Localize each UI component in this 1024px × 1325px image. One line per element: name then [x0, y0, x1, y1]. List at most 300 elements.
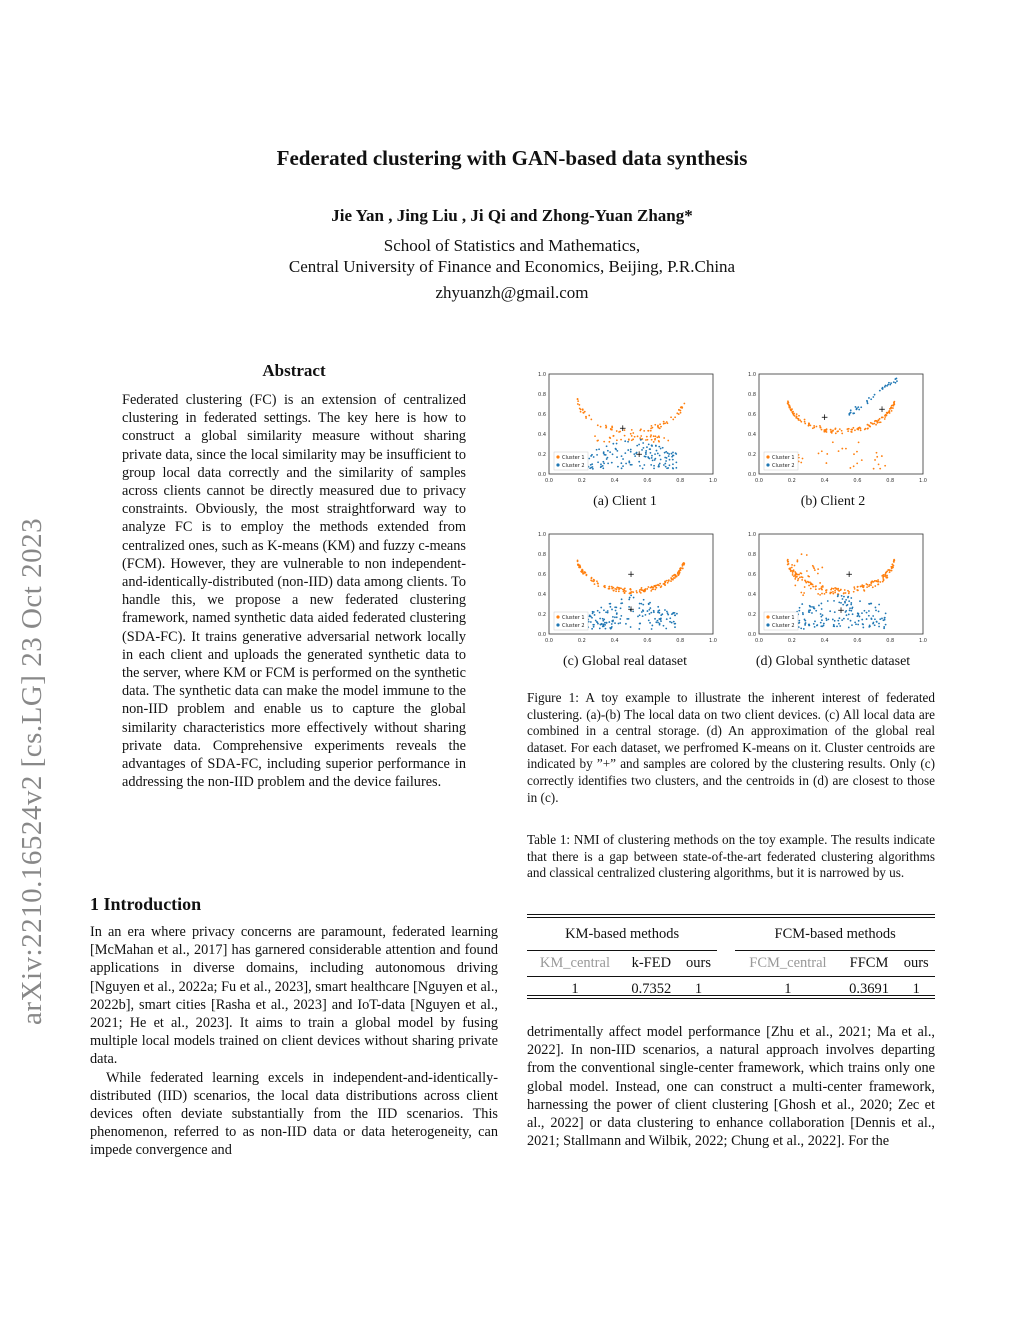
- data-point: [838, 590, 840, 592]
- data-point: [628, 438, 630, 440]
- data-point: [847, 618, 849, 620]
- data-point: [636, 592, 638, 594]
- data-point: [830, 430, 832, 432]
- data-point: [643, 430, 645, 432]
- data-point: [858, 427, 860, 429]
- data-point: [820, 616, 822, 618]
- data-point: [672, 579, 674, 581]
- data-point: [638, 461, 640, 463]
- data-point: [866, 618, 868, 620]
- data-point: [614, 606, 616, 608]
- data-point: [889, 571, 891, 573]
- y-tick-label: 0.6: [748, 572, 756, 578]
- x-tick-label: 0.0: [755, 638, 763, 644]
- data-point: [630, 594, 632, 596]
- x-tick-label: 0.0: [545, 638, 553, 644]
- data-point: [854, 588, 856, 590]
- scatter-plot-global-synthetic: [737, 528, 927, 653]
- data-point: [881, 388, 883, 390]
- data-point: [847, 604, 849, 606]
- data-point: [866, 586, 868, 588]
- data-point: [850, 610, 852, 612]
- data-point: [675, 467, 677, 469]
- data-point: [643, 599, 645, 601]
- data-point: [641, 438, 643, 440]
- data-point: [857, 624, 859, 626]
- y-tick-label: 0.0: [748, 632, 756, 638]
- data-point: [808, 609, 810, 611]
- data-point: [641, 611, 643, 613]
- y-tick-label: 0.2: [748, 452, 756, 458]
- data-point: [654, 589, 656, 591]
- data-point: [876, 621, 878, 623]
- centroid-marker: +: [627, 570, 635, 580]
- data-point: [875, 609, 877, 611]
- data-point: [849, 609, 851, 611]
- data-point: [665, 460, 667, 462]
- data-point: [652, 586, 654, 588]
- data-point: [639, 603, 641, 605]
- data-point: [834, 620, 836, 622]
- data-point: [808, 611, 810, 613]
- data-point: [634, 436, 636, 438]
- data-point: [804, 623, 806, 625]
- data-point: [625, 623, 627, 625]
- data-point: [658, 609, 660, 611]
- data-point: [811, 583, 813, 585]
- legend-marker: [766, 615, 769, 618]
- data-point: [581, 569, 583, 571]
- data-point: [579, 566, 581, 568]
- data-point: [847, 428, 849, 430]
- data-point: [823, 623, 825, 625]
- data-point: [827, 618, 829, 620]
- data-point: [659, 455, 661, 457]
- x-tick-label: 0.8: [676, 478, 685, 484]
- data-point: [876, 452, 878, 454]
- data-point: [888, 411, 890, 413]
- data-point: [860, 429, 862, 431]
- data-point: [581, 571, 583, 573]
- data-point: [826, 619, 828, 621]
- data-point: [851, 608, 853, 610]
- data-point: [874, 618, 876, 620]
- data-point: [840, 602, 842, 604]
- data-point: [650, 452, 652, 454]
- data-point: [597, 585, 599, 587]
- data-point: [838, 601, 840, 603]
- data-point: [607, 450, 609, 452]
- data-point: [592, 611, 594, 613]
- data-point: [645, 614, 647, 616]
- data-point: [577, 403, 579, 405]
- data-point: [593, 579, 595, 581]
- data-point: [655, 621, 657, 623]
- data-point: [884, 465, 886, 467]
- arxiv-identifier: arXiv:2210.16524v2 [cs.LG] 23 Oct 2023: [16, 517, 48, 1025]
- data-point: [607, 612, 609, 614]
- data-point: [651, 588, 653, 590]
- abstract-heading: Abstract: [262, 361, 326, 380]
- data-point: [860, 406, 862, 408]
- data-point: [669, 464, 671, 466]
- cell-km-central: 1: [571, 980, 579, 997]
- data-point: [649, 622, 651, 624]
- data-point: [658, 440, 660, 442]
- data-point: [660, 620, 662, 622]
- data-point: [877, 579, 879, 581]
- x-tick-label: 0.6: [853, 638, 862, 644]
- data-point: [877, 581, 879, 583]
- data-point: [639, 437, 641, 439]
- data-point: [614, 616, 616, 618]
- data-point: [682, 567, 684, 569]
- data-point: [800, 572, 802, 574]
- data-point: [588, 458, 590, 460]
- col-kfed: k-FED: [631, 954, 672, 971]
- legend-label: Cluster 2: [562, 463, 585, 469]
- data-point: [858, 620, 860, 622]
- data-point: [646, 446, 648, 448]
- data-point: [787, 403, 789, 405]
- data-point: [850, 409, 852, 411]
- data-point: [637, 435, 639, 437]
- data-point: [796, 573, 798, 575]
- data-point: [853, 586, 855, 588]
- data-point: [593, 626, 595, 628]
- data-point: [838, 617, 840, 619]
- data-point: [670, 416, 672, 418]
- data-point: [787, 400, 789, 402]
- data-point: [668, 453, 670, 455]
- data-point: [857, 429, 859, 431]
- data-point: [577, 400, 579, 402]
- data-point: [679, 568, 681, 570]
- data-point: [674, 416, 676, 418]
- data-point: [656, 436, 658, 438]
- col-ffcm: FFCM: [849, 954, 889, 971]
- data-point: [870, 582, 872, 584]
- x-tick-label: 0.6: [853, 478, 862, 484]
- data-point: [838, 450, 840, 452]
- data-point: [613, 590, 615, 592]
- data-point: [611, 609, 613, 611]
- data-point: [850, 602, 852, 604]
- introduction-heading: 1 Introduction: [90, 894, 202, 914]
- data-point: [631, 435, 633, 437]
- data-point: [848, 413, 850, 415]
- data-point: [650, 436, 652, 438]
- data-point: [590, 577, 592, 579]
- data-point: [886, 577, 888, 579]
- data-point: [825, 462, 827, 464]
- data-point: [620, 615, 622, 617]
- data-point: [605, 628, 607, 630]
- data-point: [815, 610, 817, 612]
- data-point: [672, 467, 674, 469]
- data-point: [650, 612, 652, 614]
- data-point: [820, 613, 822, 615]
- data-point: [825, 618, 827, 620]
- centroid-marker: +: [820, 413, 829, 423]
- data-point: [660, 459, 662, 461]
- data-point: [870, 398, 872, 400]
- data-point: [640, 603, 642, 605]
- data-point: [848, 614, 850, 616]
- data-point: [667, 440, 669, 442]
- legend-marker: [556, 455, 559, 458]
- data-point: [845, 592, 847, 594]
- data-point: [667, 467, 669, 469]
- y-tick-label: 0.2: [538, 612, 546, 618]
- data-point: [614, 622, 616, 624]
- data-point: [621, 602, 623, 604]
- data-point: [658, 435, 660, 437]
- y-tick-label: 0.4: [538, 592, 546, 598]
- data-point: [787, 561, 789, 563]
- data-point: [837, 588, 839, 590]
- data-point: [664, 422, 666, 424]
- data-point: [825, 591, 827, 593]
- y-tick-label: 0.0: [538, 472, 546, 478]
- figure-caption: Figure 1: A toy example to illustrate the inherent interest of federated clustering. (a)-(b) The local data on two client devices. (c) All local data are combined in a central storage. (d) An approximation of the global real dataset. For each dataset, we perfromed K-means on it. Cluster centroids are indicated by ”+” and samples are colored by the clustering results. Only (c) correctly identifies two clusters, and the centroids in (d) are closest to those in (c).: [527, 690, 935, 805]
- data-point: [654, 438, 656, 440]
- data-point: [663, 625, 665, 627]
- data-point: [647, 610, 649, 612]
- x-tick-label: 0.8: [886, 638, 895, 644]
- data-point: [676, 576, 678, 578]
- data-point: [868, 397, 870, 399]
- data-point: [616, 430, 618, 432]
- data-point: [878, 419, 880, 421]
- data-point: [654, 618, 656, 620]
- legend-marker: [556, 623, 559, 626]
- data-point: [815, 586, 817, 588]
- cell-ours-km: 1: [694, 980, 703, 997]
- data-point: [628, 599, 630, 601]
- data-point: [817, 573, 819, 575]
- data-point: [791, 567, 793, 569]
- data-point: [833, 625, 835, 627]
- data-point: [800, 592, 802, 594]
- data-point: [824, 593, 826, 595]
- y-tick-label: 0.0: [538, 632, 546, 638]
- data-point: [832, 429, 834, 431]
- data-point: [655, 435, 657, 437]
- x-tick-label: 0.4: [820, 478, 829, 484]
- data-point: [616, 456, 618, 458]
- data-point: [669, 459, 671, 461]
- data-point: [671, 453, 673, 455]
- data-point: [640, 435, 642, 437]
- y-tick-label: 0.4: [748, 432, 756, 438]
- data-point: [848, 593, 850, 595]
- data-point: [602, 465, 604, 467]
- data-point: [881, 618, 883, 620]
- data-point: [672, 613, 674, 615]
- data-point: [869, 426, 871, 428]
- data-point: [616, 612, 618, 614]
- data-point: [804, 423, 806, 425]
- data-point: [820, 603, 822, 605]
- data-point: [842, 598, 844, 600]
- data-point: [624, 452, 626, 454]
- data-point: [878, 623, 880, 625]
- x-tick-label: 1.0: [919, 638, 927, 644]
- data-point: [893, 381, 895, 383]
- data-point: [861, 619, 863, 621]
- data-point: [862, 623, 864, 625]
- data-point: [680, 569, 682, 571]
- data-point: [671, 622, 673, 624]
- x-tick-label: 0.4: [610, 478, 619, 484]
- data-point: [667, 612, 669, 614]
- data-point: [804, 579, 806, 581]
- data-point: [645, 452, 647, 454]
- data-point: [644, 590, 646, 592]
- data-point: [604, 586, 606, 588]
- x-tick-label: 1.0: [919, 478, 927, 484]
- data-point: [672, 459, 674, 461]
- y-tick-label: 0.6: [748, 412, 756, 418]
- data-point: [893, 560, 895, 562]
- data-point: [658, 466, 660, 468]
- data-point: [893, 559, 895, 561]
- data-point: [659, 583, 661, 585]
- data-point: [641, 589, 643, 591]
- data-point: [630, 433, 632, 435]
- data-point: [658, 618, 660, 620]
- data-point: [840, 589, 842, 591]
- data-point: [791, 564, 793, 566]
- data-point: [679, 571, 681, 573]
- data-point: [669, 621, 671, 623]
- data-point: [845, 448, 847, 450]
- scatter-plot-client-1: [527, 368, 717, 493]
- data-point: [639, 465, 641, 467]
- data-point: [875, 424, 877, 426]
- data-point: [802, 458, 804, 460]
- x-tick-label: 0.8: [676, 638, 685, 644]
- data-point: [650, 464, 652, 466]
- data-point: [878, 611, 880, 613]
- data-point: [798, 622, 800, 624]
- data-point: [869, 584, 871, 586]
- data-point: [596, 580, 598, 582]
- data-point: [836, 625, 838, 627]
- subcaption-d: (d) Global synthetic dataset: [755, 654, 911, 669]
- data-point: [821, 429, 823, 431]
- data-point: [811, 606, 813, 608]
- nmi-table: [527, 914, 935, 1002]
- data-point: [632, 432, 634, 434]
- data-point: [651, 455, 653, 457]
- data-point: [860, 586, 862, 588]
- author-email: zhyuanzh@gmail.com: [435, 283, 589, 302]
- data-point: [792, 572, 794, 574]
- data-point: [642, 442, 644, 444]
- data-point: [868, 603, 870, 605]
- data-point: [619, 618, 621, 620]
- data-point: [810, 424, 812, 426]
- data-point: [794, 565, 796, 567]
- data-point: [895, 382, 897, 384]
- x-tick-label: 1.0: [709, 478, 717, 484]
- affiliation-line-2: Central University of Finance and Economics, Beijing, P.R.China: [288, 257, 736, 276]
- data-point: [871, 423, 873, 425]
- data-point: [672, 463, 674, 465]
- data-point: [639, 589, 641, 591]
- data-point: [605, 427, 607, 429]
- data-point: [642, 468, 644, 470]
- data-point: [610, 627, 612, 629]
- data-point: [650, 590, 652, 592]
- data-point: [837, 620, 839, 622]
- data-point: [852, 413, 854, 415]
- data-point: [814, 608, 816, 610]
- data-point: [633, 597, 635, 599]
- introduction-continued-text: detrimentally affect model performance [Zhu et al., 2021; Ma et al., 2022]. In non-IID scenarios, a natural approach involves departing from the conventional single-center framework, which trains only one global model. Instead, one can construct a multi-center framework, harnessing the power of client clustering [Ghosh et al., 2020; Zec et al., 2022] or data clustering to enhance collaboration [Dennis et al., 2021; Stallmann and Wilbik, 2022; Chung et al., 2022]. For the: [527, 1024, 935, 1150]
- data-point: [891, 563, 893, 565]
- data-point: [801, 579, 803, 581]
- data-point: [599, 628, 601, 630]
- data-point: [602, 618, 604, 620]
- data-point: [896, 380, 898, 382]
- data-point: [849, 607, 851, 609]
- data-point: [889, 570, 891, 572]
- data-point: [658, 612, 660, 614]
- data-point: [823, 625, 825, 627]
- data-point: [669, 617, 671, 619]
- data-point: [818, 588, 820, 590]
- data-point: [883, 626, 885, 628]
- data-point: [663, 437, 665, 439]
- data-point: [600, 607, 602, 609]
- data-point: [827, 600, 829, 602]
- data-point: [797, 578, 799, 580]
- data-point: [622, 458, 624, 460]
- data-point: [821, 450, 823, 452]
- data-point: [640, 428, 642, 430]
- y-tick-label: 0.2: [748, 612, 756, 618]
- data-point: [853, 465, 855, 467]
- y-tick-label: 0.8: [748, 392, 756, 398]
- data-point: [841, 430, 843, 432]
- data-point: [821, 619, 823, 621]
- data-point: [846, 614, 848, 616]
- data-point: [850, 412, 852, 414]
- data-point: [808, 425, 810, 427]
- data-point: [663, 464, 665, 466]
- data-point: [649, 458, 651, 460]
- data-point: [629, 588, 631, 590]
- data-point: [859, 600, 861, 602]
- data-point: [602, 461, 604, 463]
- data-point: [834, 590, 836, 592]
- data-point: [664, 463, 666, 465]
- data-point: [837, 430, 839, 432]
- data-point: [611, 462, 613, 464]
- data-point: [818, 453, 820, 455]
- data-point: [680, 412, 682, 414]
- data-point: [639, 623, 641, 625]
- data-point: [643, 447, 645, 449]
- data-point: [800, 576, 802, 578]
- x-tick-label: 0.2: [577, 478, 586, 484]
- data-point: [658, 464, 660, 466]
- legend-marker: [766, 623, 769, 626]
- data-point: [855, 623, 857, 625]
